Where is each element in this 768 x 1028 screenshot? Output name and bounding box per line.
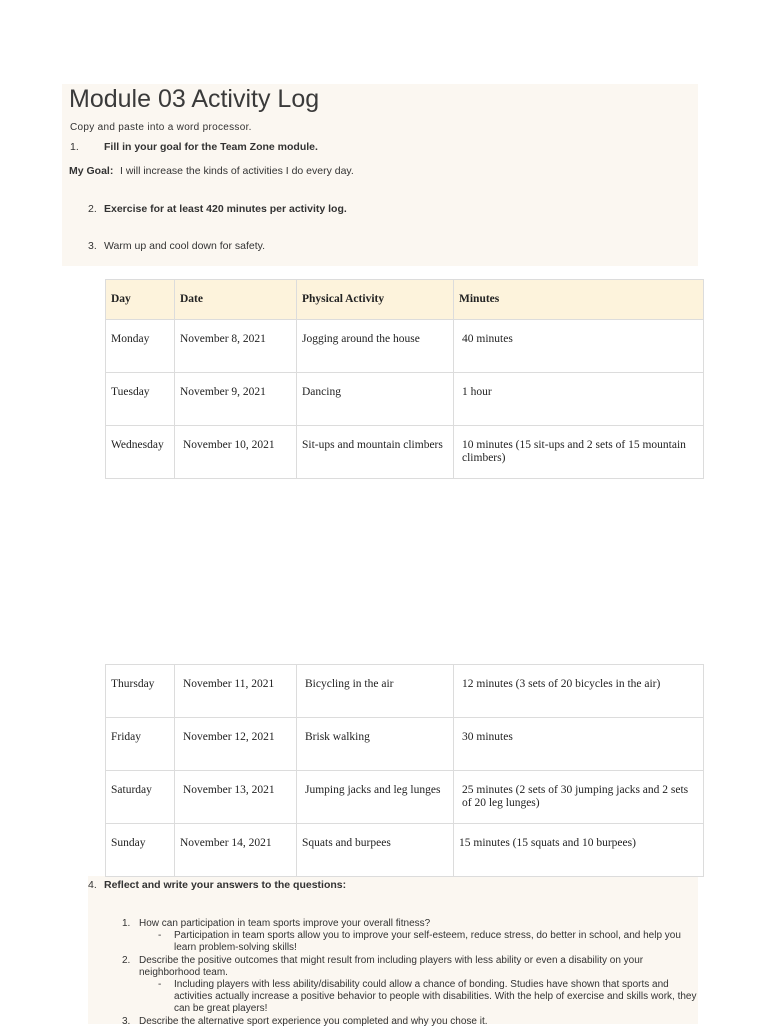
cell-date: November 12, 2021 [175, 718, 297, 771]
cell-minutes: 10 minutes (15 sit-ups and 2 sets of 15 mountain climbers) [454, 426, 704, 479]
cell-date: November 14, 2021 [175, 824, 297, 877]
cell-day: Saturday [106, 771, 175, 824]
table-row [106, 665, 704, 718]
activity-log-table [105, 279, 704, 479]
question-3-text: Describe the alternative sport experience you completed and why you chose it. [139, 1016, 488, 1027]
table-row [106, 824, 704, 877]
table-row [106, 771, 704, 824]
question-3-number: 3. [122, 1016, 131, 1027]
step-4-text: Reflect and write your answers to the questions: [104, 879, 347, 891]
cell-date: November 11, 2021 [175, 665, 297, 718]
step-4-number: 4. [88, 879, 97, 891]
cell-minutes: 30 minutes [454, 718, 704, 771]
table-row [106, 320, 704, 373]
table-row [106, 718, 704, 771]
cell-activity: Jogging around the house [297, 320, 454, 373]
page-title: Module 03 Activity Log [69, 85, 320, 113]
step-1-number: 1. [70, 141, 79, 153]
step-3-number: 3. [88, 240, 97, 252]
cell-day: Monday [106, 320, 175, 373]
table-header-row [106, 280, 704, 320]
step-2-number: 2. [88, 203, 97, 215]
answer-1-bullet: - [158, 930, 162, 941]
cell-minutes: 25 minutes (2 sets of 30 jumping jacks and 2 sets of 20 leg lunges) [454, 771, 704, 824]
goal-text: I will increase the kinds of activities I do every day. [120, 165, 354, 177]
cell-minutes: 40 minutes [454, 320, 704, 373]
table-row [106, 426, 704, 479]
cell-minutes: 12 minutes (3 sets of 20 bicycles in the air) [454, 665, 704, 718]
cell-activity: Dancing [297, 373, 454, 426]
cell-date: November 13, 2021 [175, 771, 297, 824]
cell-minutes: 15 minutes (15 squats and 10 burpees) [454, 824, 704, 877]
activity-log-table-continued [105, 664, 704, 877]
cell-date: November 10, 2021 [175, 426, 297, 479]
header-cell-day: Day [106, 280, 175, 320]
copy-instruction: Copy and paste into a word processor. [70, 122, 252, 133]
cell-date: November 8, 2021 [175, 320, 297, 373]
cell-day: Wednesday [106, 426, 175, 479]
cell-activity: Brisk walking [297, 718, 454, 771]
step-1-text: Fill in your goal for the Team Zone module. [104, 141, 318, 153]
header-cell-activity: Physical Activity [297, 280, 454, 320]
answer-2-text: Including players with less ability/disability could allow a chance of bonding. Studies have shown that sports and activities actually increase a positive behavior to people with disabilities. With the help of exercise and skills work, they can be great players! [174, 979, 697, 1014]
question-1-text: How can participation in team sports improve your overall fitness? [139, 918, 431, 929]
cell-day: Sunday [106, 824, 175, 877]
cell-activity: Squats and burpees [297, 824, 454, 877]
table-row [106, 373, 704, 426]
cell-activity: Bicycling in the air [297, 665, 454, 718]
answer-2-bullet: - [158, 979, 162, 990]
question-2-text: Describe the positive outcomes that might result from including players with less ability or even a disability on your neighborhood team. [139, 955, 644, 978]
cell-activity: Sit-ups and mountain climbers [297, 426, 454, 479]
cell-date: November 9, 2021 [175, 373, 297, 426]
step-2-text: Exercise for at least 420 minutes per activity log. [104, 203, 347, 215]
goal-label: My Goal: [69, 165, 114, 177]
step-3-text: Warm up and cool down for safety. [104, 240, 266, 252]
cell-day: Tuesday [106, 373, 175, 426]
cell-minutes: 1 hour [454, 373, 704, 426]
answer-1-text: Participation in team sports allow you to improve your self-esteem, reduce stress, do better in school, and help you learn problem-solving skills! [174, 930, 681, 953]
cell-day: Thursday [106, 665, 175, 718]
cell-activity: Jumping jacks and leg lunges [297, 771, 454, 824]
question-2-number: 2. [122, 955, 131, 966]
cell-day: Friday [106, 718, 175, 771]
question-1-number: 1. [122, 918, 131, 929]
header-cell-minutes: Minutes [454, 280, 704, 320]
header-cell-date: Date [175, 280, 297, 320]
